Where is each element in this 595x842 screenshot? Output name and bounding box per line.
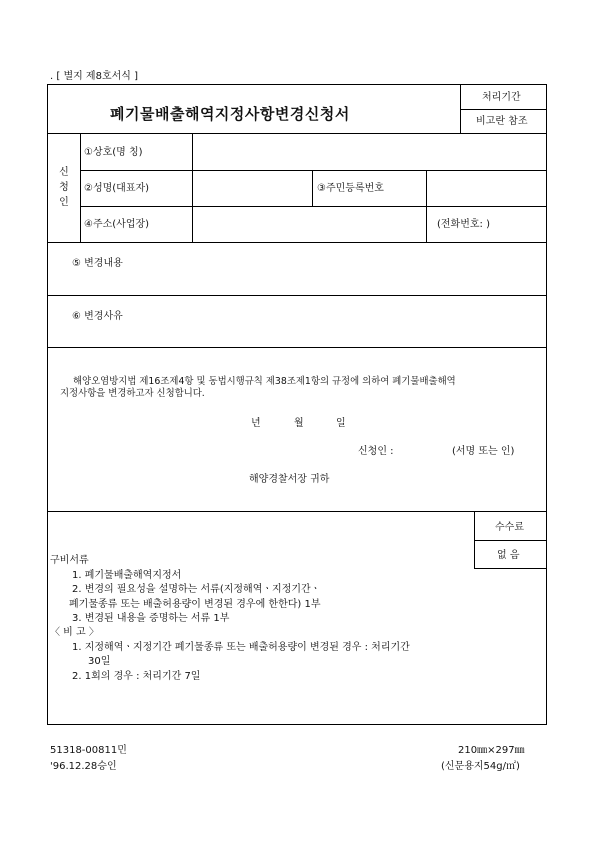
addressee: 해양경찰서장 귀하 [249, 474, 330, 485]
processing-period-label: 처리기간 [482, 92, 521, 103]
date-month-label: 월 [294, 418, 304, 429]
list-item: 30일 [88, 656, 111, 668]
applicant-sign-label: 신청인 : [358, 446, 394, 457]
signature-note: (서명 또는 인) [452, 446, 515, 457]
fee-label: 수수료 [495, 522, 524, 533]
list-item: 2. 변경의 필요성을 설명하는 서류(지정해역ㆍ지정기간ㆍ [72, 584, 321, 596]
remarks-list [72, 641, 410, 684]
documents-heading: 구비서류 [50, 555, 89, 566]
change-reason-field[interactable] [150, 300, 540, 342]
form-title: 폐기물배출해역지정사항변경신청서 [110, 105, 350, 123]
paper-type: (신문용지54g/㎡) [441, 761, 520, 772]
statement-line-2: 지정사항을 변경하고자 신청합니다. [60, 388, 205, 399]
documents-list [69, 569, 321, 626]
approval-date: '96.12.28승인 [50, 761, 117, 772]
date-day-label: 일 [336, 418, 346, 429]
date-year-label: 년 [251, 418, 261, 429]
list-item: 2. 1회의 경우 : 처리기간 7일 [72, 670, 201, 682]
change-reason-label: ⑥ 변경사유 [72, 311, 123, 322]
list-item: 1. 지정해역ㆍ지정기간 폐기물종류 또는 배출허용량이 변경된 경우 : 처리기간 [72, 642, 410, 653]
business-name-label: ①상호(명 칭) [84, 147, 143, 158]
change-content-label: ⑤ 변경내용 [72, 258, 123, 269]
resident-number-label: ③주민등록번호 [317, 183, 384, 194]
remarks-heading: 〈 비 고 〉 [50, 627, 99, 638]
list-item: 1. 폐기물배출해역지정서 [72, 570, 182, 581]
address-field[interactable] [196, 210, 422, 238]
form-code: 51318-00811민 [50, 745, 127, 756]
form-number: . [ 별지 제8호서식 ] [50, 71, 139, 82]
list-item: 3. 변경된 내용을 증명하는 서류 1부 [72, 612, 230, 624]
fee-value: 없 음 [497, 550, 520, 561]
applicant-side-label: 신 청 인 [59, 167, 69, 208]
processing-period-value: 비고란 참조 [476, 116, 528, 127]
business-name-field[interactable] [196, 137, 542, 166]
representative-name-label: ②성명(대표자) [84, 183, 150, 194]
change-content-field[interactable] [150, 248, 540, 290]
address-label: ④주소(사업장) [84, 219, 150, 230]
statement-line-1: 해양오염방지법 제16조제4항 및 동법시행규칙 제38조제1항의 규정에 의하여 폐기물배출해역 [73, 376, 456, 387]
representative-name-field[interactable] [196, 174, 308, 202]
resident-number-field[interactable] [430, 174, 542, 202]
list-item: 폐기물종류 또는 배출허용량이 변경된 경우에 한한다) 1부 [69, 598, 321, 610]
paper-size: 210㎜×297㎜ [458, 745, 525, 756]
phone-label: (전화번호: ) [437, 219, 490, 230]
